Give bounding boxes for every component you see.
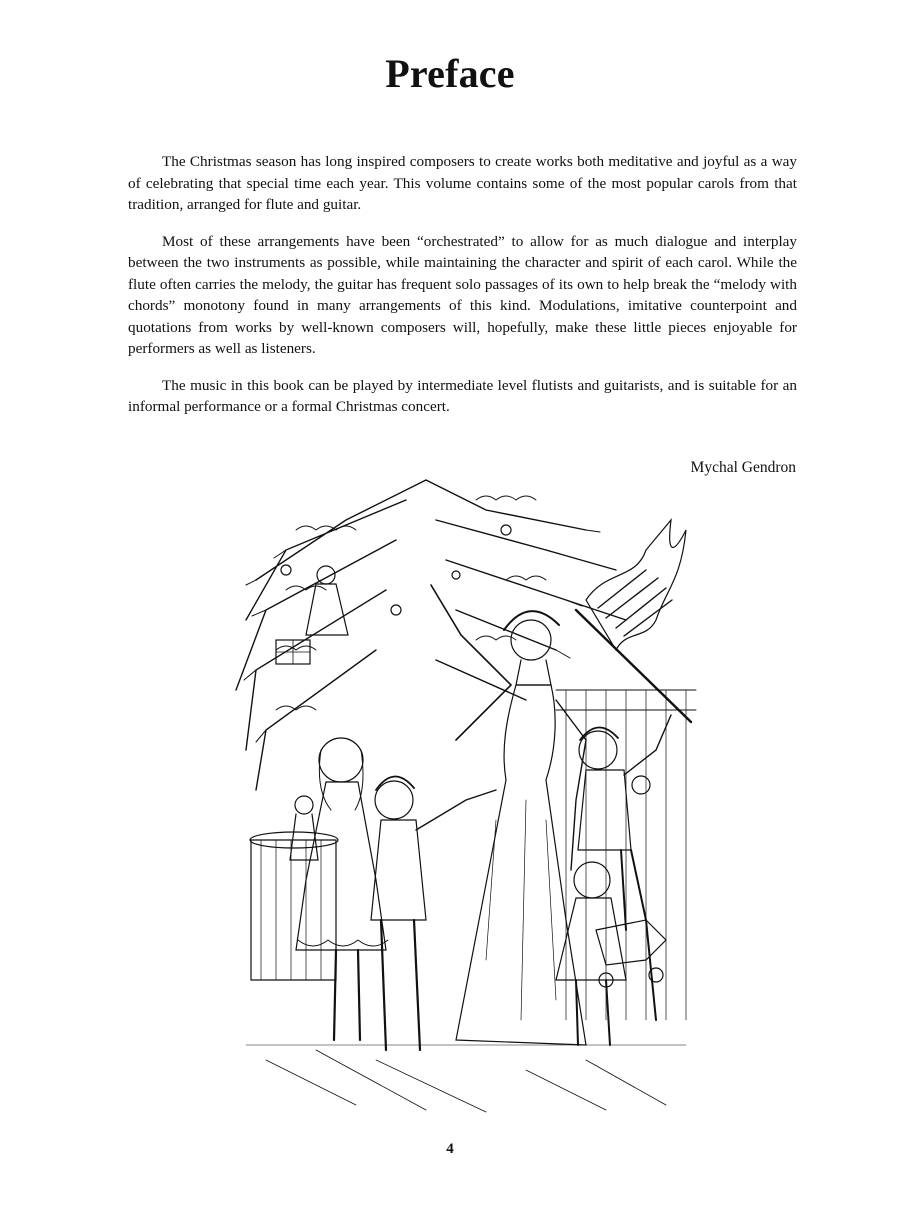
- preface-body: [128, 151, 797, 433]
- page-number: 4: [446, 1141, 454, 1157]
- paragraph-3: The music in this book can be played by intermediate level flutists and guitarists, and is suitable for an informal performance or a formal Christmas concert.: [128, 376, 797, 415]
- author-signature: Mychal Gendron: [690, 459, 796, 476]
- christmas-tree-family-engraving-icon: [226, 460, 698, 1114]
- paragraph-1: The Christmas season has long inspired composers to create works both meditative and joyful as a way of celebrating that special time each year. This volume contains some of the most popular carols from that tradition, arranged for flute and guitar.: [128, 153, 797, 213]
- page-title: Preface: [385, 51, 515, 96]
- paragraph-2: Most of these arrangements have been “orchestrated” to allow for as much dialogue and interplay between the two instruments as possible, while maintaining the character and spirit of each carol. While the flute often carries the melody, the guitar has frequent solo passages of its own to help break the “melody with chords” monotony found in many arrangements of this kind. Modulations, imitative counterpoint and quotations from works by well-known composers will, hopefully, make these little pieces enjoyable for performers as well as listeners.: [128, 232, 797, 357]
